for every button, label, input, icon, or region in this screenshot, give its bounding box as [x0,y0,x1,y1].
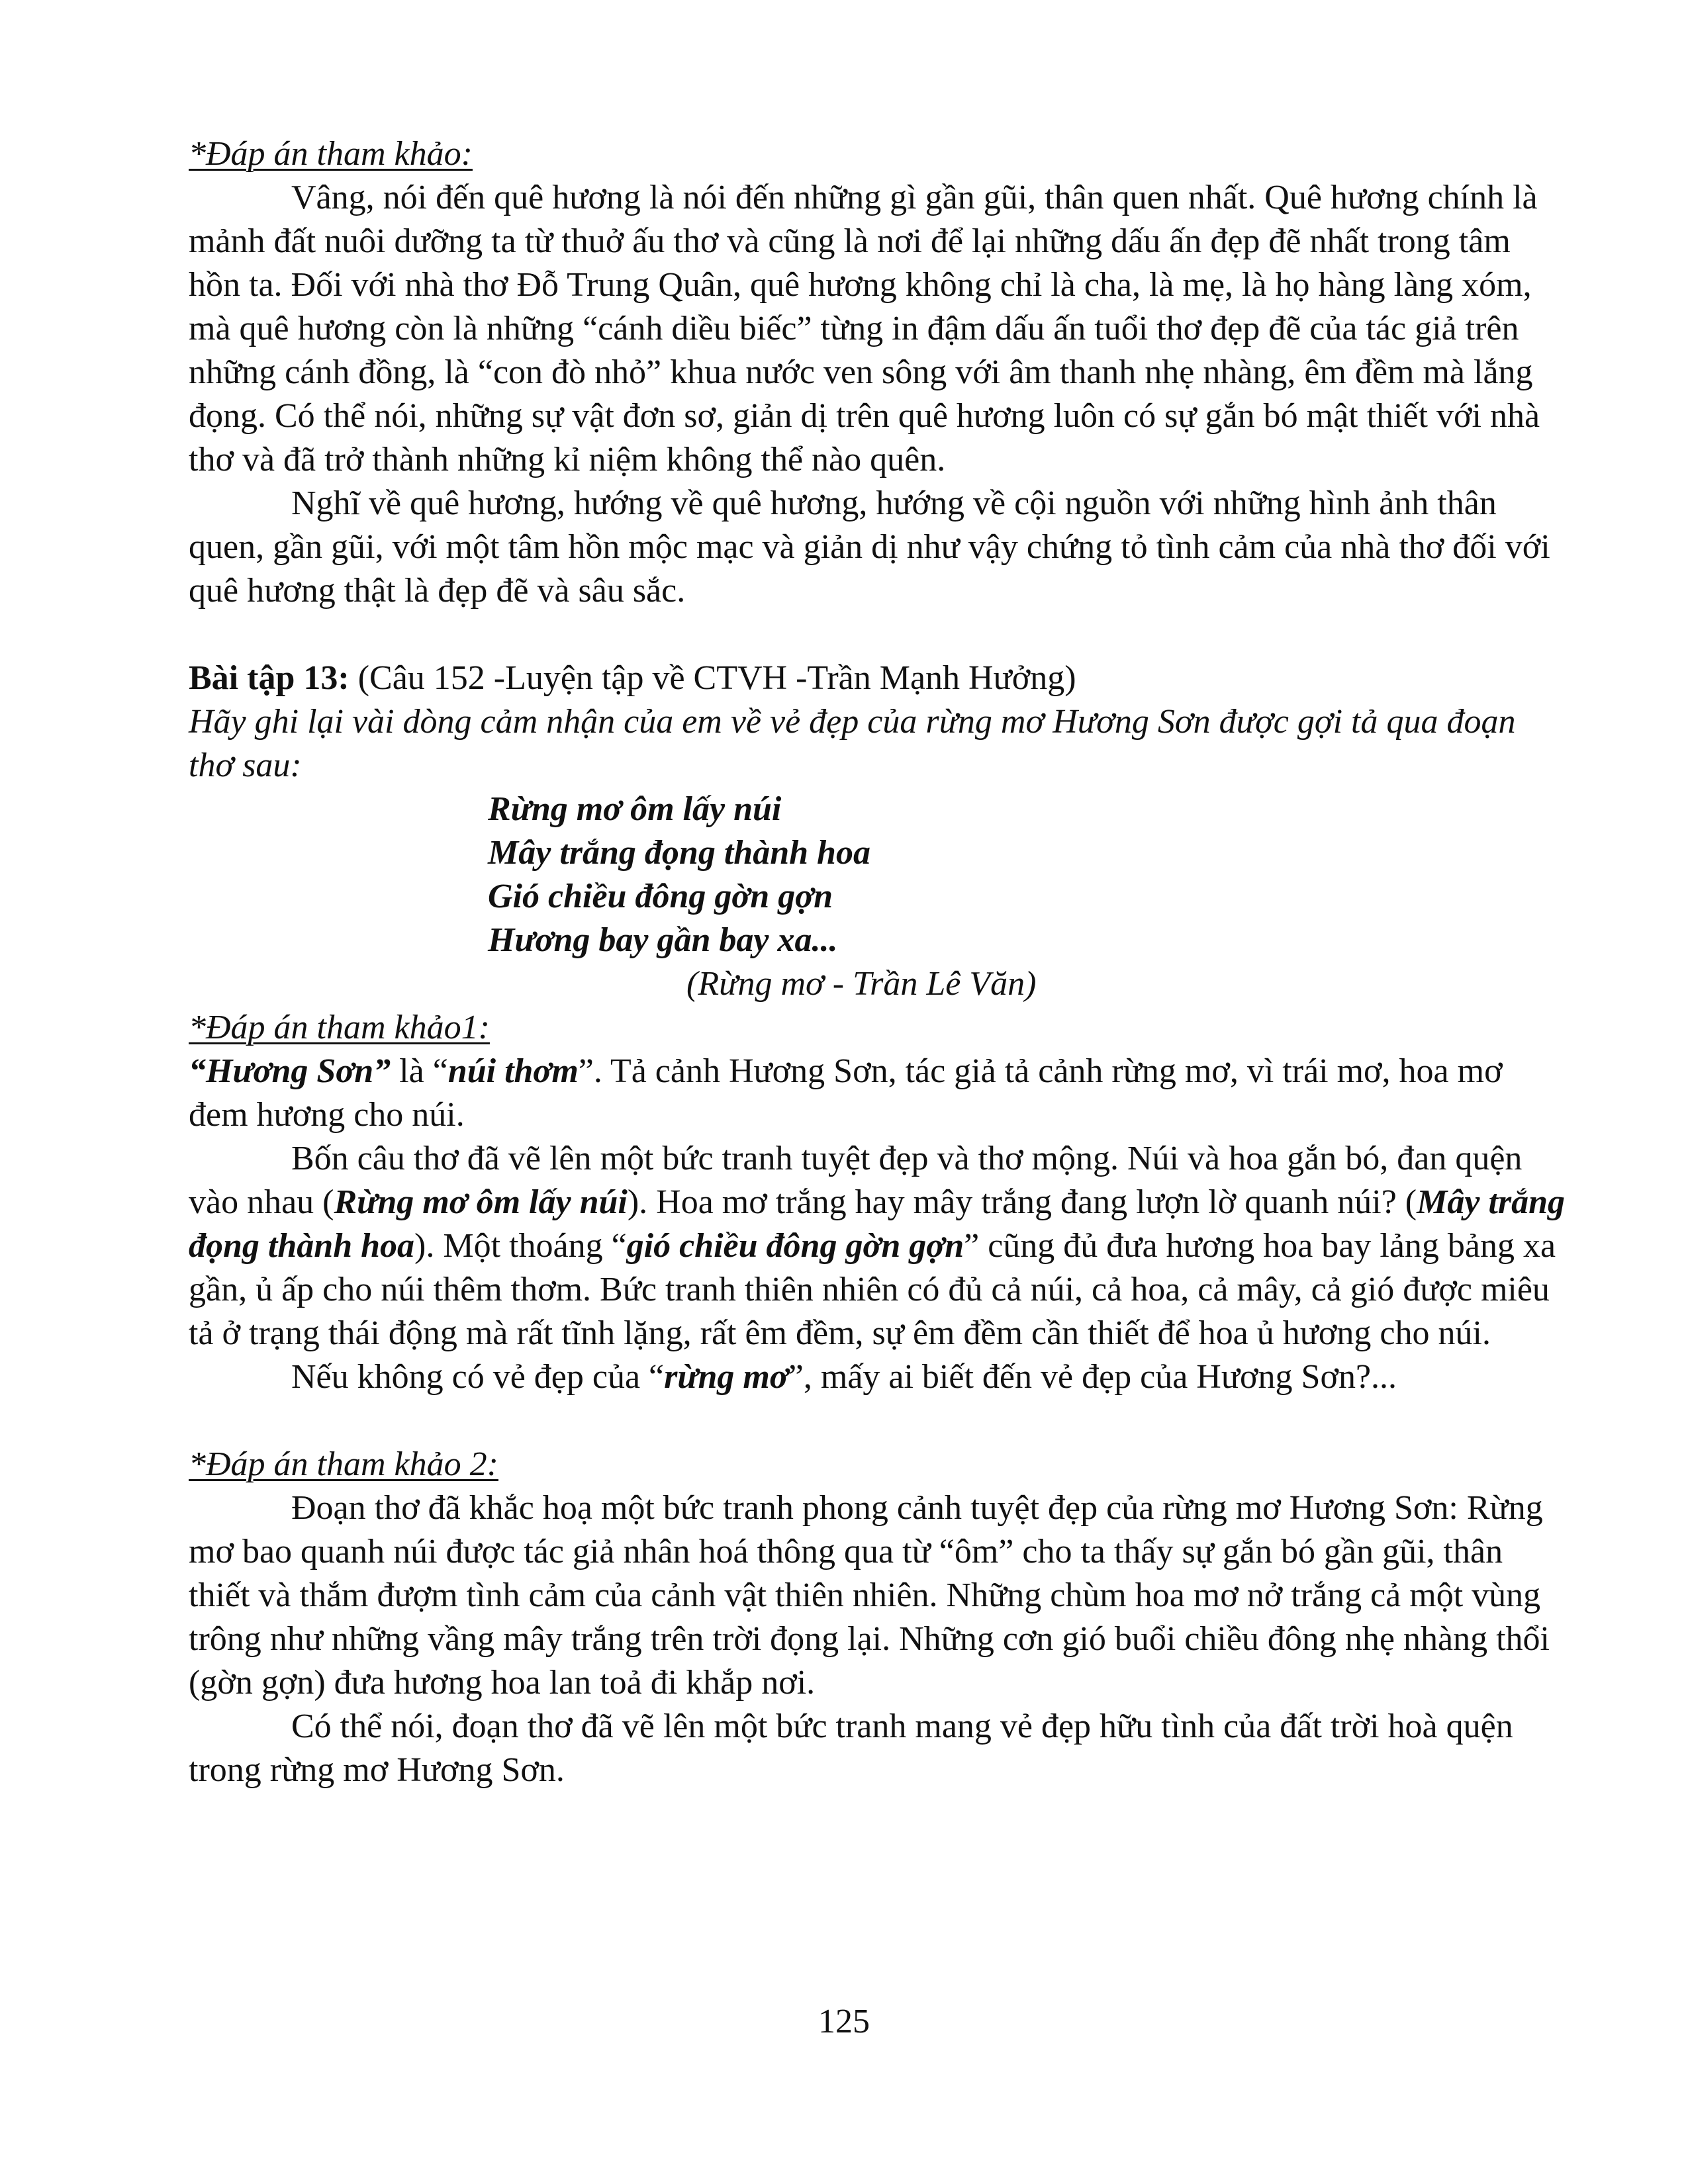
answer-paragraph [189,1137,1566,1355]
answer-paragraph: Có thể nói, đoạn thơ đã vẽ lên một bức tranh mang vẻ đẹp hữu tình của đất trời hoà quện trong rừng mơ Hương Sơn. [189,1707,1513,1789]
answer-heading: *Đáp án tham khảo 2: [189,1445,498,1483]
exercise-prompt: Hãy ghi lại vài dòng cảm nhận của em về vẻ đẹp của rừng mơ Hương Sơn được gợi tả qua đoạn thơ sau: [189,703,1516,784]
answer-heading: *Đáp án tham khảo: [189,135,473,173]
poem-line: Rừng mơ ôm lấy núi [488,790,782,828]
emphasis: gió chiều đông gờn gợn [626,1227,964,1265]
answer-paragraph: Vâng, nói đến quê hương là nói đến những gì gần gũi, thân quen nhất. Quê hương chính là mảnh đất nuôi dưỡng ta từ thuở ấu thơ và cũng là nơi để lại những dấu ấn đẹp đẽ nhất trong tâm hồn ta. Đối với nhà thơ Đỗ Trung Quân, quê hương không chỉ là cha, là mẹ, là họ hàng làng xóm, mà quê hương còn là những “cánh diều biếc” từng in đậm dấu ấn tuổi thơ đẹp đẽ của tác giả trên những cánh đồng, là “con đò nhỏ” khua nước ven sông với âm thanh nhẹ nhàng, êm đềm mà lắng đọng. Có thể nói, những sự vật đơn sơ, giản dị trên quê hương luôn có sự gắn bó mật thiết với nhà thơ và đã trở thành những kỉ niệm không thể nào quên. [189,179,1540,478]
poem-line: Gió chiều đông gờn gợn [488,878,833,915]
emphasis: núi thơm [447,1052,579,1090]
answer-paragraph [189,1355,1566,1399]
text-run: ). Một thoáng “ [414,1227,627,1265]
text-run: Nếu không có vẻ đẹp của “ [291,1358,665,1396]
page-number: 125 [818,2003,870,2040]
text-run: Bốn câu thơ đã vẽ lên một bức tranh tuyệt đẹp và thơ mộng. Núi và hoa gắn bó, đan quện vào nhau ( [189,1140,1523,1221]
emphasis: rừng mơ [664,1358,788,1396]
exercise-source: (Câu 152 -Luyện tập về CTVH -Trần Mạnh Hưởng) [349,659,1076,697]
emphasis: “Hương Sơn” [189,1052,391,1090]
emphasis: Rừng mơ ôm lấy núi [334,1183,628,1221]
answer-paragraph: Nghĩ về quê hương, hướng về quê hương, hướng về cội nguồn với những hình ảnh thân quen, gần gũi, với một tâm hồn mộc mạc và giản dị như vậy chứng tỏ tình cảm của nhà thơ đối với quê hương thật là đẹp đẽ và sâu sắc. [189,484,1550,610]
poem-source: (Rừng mơ - Trần Lê Văn) [686,965,1037,1003]
text-run: ”. Tả cảnh Hương Sơn, tác giả tả cảnh rừng mơ, vì trái mơ, hoa mơ đem hương cho núi. [189,1052,1503,1134]
poem-line: Hương bay gần bay xa... [488,921,838,959]
text-run: ). Hoa mơ trắng hay mây trắng đang lượn lờ quanh núi? ( [627,1183,1417,1221]
answer-paragraph [189,1050,1566,1137]
answer-paragraph: Đoạn thơ đã khắc hoạ một bức tranh phong cảnh tuyệt đẹp của rừng mơ Hương Sơn: Rừng mơ bao quanh núi được tác giả nhân hoá thông qua từ “ôm” cho ta thấy sự gắn bó gần gũi, thân thiết và thắm đượm tình cảm của cảnh vật thiên nhiên. Những chùm hoa mơ nở trắng cả một vùng trông như những vầng mây trắng trên trời đọng lại. Những cơn gió buổi chiều đông nhẹ nhàng thổi (gờn gợn) đưa hương hoa lan toả đi khắp nơi. [189,1489,1550,1702]
text-run: ”, mấy ai biết đến vẻ đẹp của Hương Sơn?... [788,1358,1397,1396]
exercise-label: Bài tập 13: [189,659,350,697]
exercise-title [189,657,1566,700]
text-run: ” cũng đủ đưa hương hoa bay lảng bảng xa gần, ủ ấp cho núi thêm thơm. Bức tranh thiên nhiên có đủ cả núi, cả hoa, cả mây, cả gió được miêu tả ở trạng thái động mà rất tĩnh lặng, rất êm đềm, sự êm đềm cần thiết để hoa ủ hương cho núi. [189,1227,1556,1352]
answer-heading: *Đáp án tham khảo1: [189,1009,490,1046]
text-run: là “ [391,1052,448,1090]
emphasis: Mây trắng đọng thành hoa [189,1183,1566,1265]
document-page [189,132,1566,1792]
poem-line: Mây trắng đọng thành hoa [488,834,870,872]
